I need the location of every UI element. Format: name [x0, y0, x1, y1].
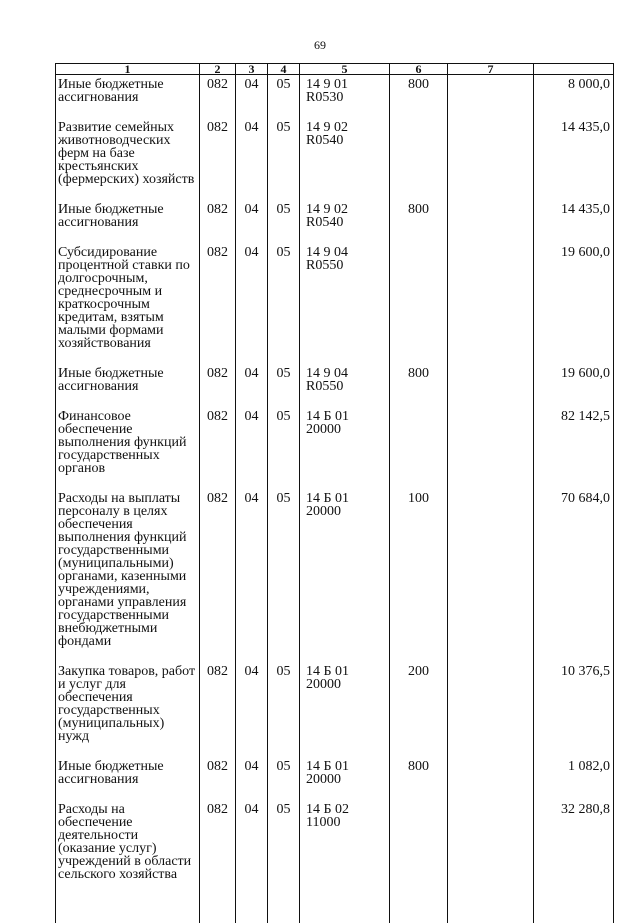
cell-section: 04: [236, 757, 268, 800]
filler-cell: [448, 895, 534, 923]
table-filler-row: [56, 895, 614, 923]
cell-expense-type: 800: [390, 200, 448, 243]
cell-expense-type: 800: [390, 757, 448, 800]
cell-target-article: 14 9 02 R0540: [300, 118, 390, 200]
header-col-6: 6: [390, 64, 448, 75]
table-row: [56, 407, 614, 489]
filler-cell: [390, 895, 448, 923]
table-row: [56, 200, 614, 243]
cell-section: 04: [236, 200, 268, 243]
cell-name: Расходы на выплаты персоналу в целях обеспечения выполнения функций государственными (муниципальными) органами, казенными учреждениями, органами управления государственными внебюджетными фондами: [56, 489, 200, 662]
cell-name: Развитие семейных животноводческих ферм на базе крестьянских (фермерских) хозяйств: [56, 118, 200, 200]
cell-col-7: [448, 364, 534, 407]
cell-subsection: 05: [268, 243, 300, 364]
filler-cell: [56, 895, 200, 923]
cell-ministry: 082: [200, 200, 236, 243]
cell-name: Субсидирование процентной ставки по долгосрочным, среднесрочным и краткосрочным кредитам, взятым малыми формами хозяйствования: [56, 243, 200, 364]
cell-section: 04: [236, 243, 268, 364]
cell-subsection: 05: [268, 662, 300, 757]
cell-subsection: 05: [268, 757, 300, 800]
cell-target-article: 14 9 04 R0550: [300, 364, 390, 407]
table-row: [56, 75, 614, 119]
cell-target-article: 14 Б 02 11000: [300, 800, 390, 895]
table-row: [56, 364, 614, 407]
cell-target-article: 14 Б 01 20000: [300, 407, 390, 489]
cell-target-article: 14 Б 01 20000: [300, 757, 390, 800]
cell-ministry: 082: [200, 800, 236, 895]
cell-subsection: 05: [268, 200, 300, 243]
cell-subsection: 05: [268, 364, 300, 407]
cell-col-7: [448, 800, 534, 895]
cell-target-article: 14 Б 01 20000: [300, 489, 390, 662]
cell-name: Расходы на обеспечение деятельности (оказание услуг) учреждений в области сельского хозяйства: [56, 800, 200, 895]
cell-section: 04: [236, 118, 268, 200]
cell-amount: 19 600,0: [534, 243, 614, 364]
cell-ministry: 082: [200, 364, 236, 407]
cell-name: Иные бюджетные ассигнования: [56, 75, 200, 119]
filler-cell: [300, 895, 390, 923]
cell-expense-type: [390, 243, 448, 364]
cell-expense-type: 800: [390, 364, 448, 407]
filler-cell: [268, 895, 300, 923]
header-row: [56, 64, 614, 75]
cell-ministry: 082: [200, 407, 236, 489]
header-col-1: 1: [56, 64, 200, 75]
cell-amount: 14 435,0: [534, 118, 614, 200]
cell-name: Закупка товаров, работ и услуг для обеспечения государственных (муниципальных) нужд: [56, 662, 200, 757]
cell-target-article: 14 9 01 R0530: [300, 75, 390, 119]
cell-subsection: 05: [268, 75, 300, 119]
cell-subsection: 05: [268, 407, 300, 489]
cell-ministry: 082: [200, 489, 236, 662]
cell-amount: 14 435,0: [534, 200, 614, 243]
cell-name: Иные бюджетные ассигнования: [56, 757, 200, 800]
cell-col-7: [448, 200, 534, 243]
page-number: 69: [314, 38, 326, 52]
table-row: [56, 800, 614, 895]
cell-expense-type: 200: [390, 662, 448, 757]
cell-ministry: 082: [200, 757, 236, 800]
cell-col-7: [448, 118, 534, 200]
cell-col-7: [448, 407, 534, 489]
cell-ministry: 082: [200, 662, 236, 757]
cell-subsection: 05: [268, 118, 300, 200]
cell-expense-type: [390, 118, 448, 200]
cell-expense-type: 800: [390, 75, 448, 119]
filler-cell: [200, 895, 236, 923]
cell-amount: 70 684,0: [534, 489, 614, 662]
cell-target-article: 14 9 04 R0550: [300, 243, 390, 364]
cell-name: Иные бюджетные ассигнования: [56, 364, 200, 407]
header-col-8: [534, 64, 614, 75]
cell-section: 04: [236, 364, 268, 407]
cell-name: Иные бюджетные ассигнования: [56, 200, 200, 243]
cell-col-7: [448, 757, 534, 800]
cell-amount: 32 280,8: [534, 800, 614, 895]
table-row: [56, 118, 614, 200]
cell-subsection: 05: [268, 489, 300, 662]
cell-amount: 10 376,5: [534, 662, 614, 757]
cell-expense-type: [390, 407, 448, 489]
cell-section: 04: [236, 489, 268, 662]
table-row: [56, 757, 614, 800]
filler-cell: [534, 895, 614, 923]
table-row: [56, 662, 614, 757]
budget-table: [55, 63, 614, 923]
cell-section: 04: [236, 800, 268, 895]
cell-name: Финансовое обеспечение выполнения функций государственных органов: [56, 407, 200, 489]
cell-ministry: 082: [200, 118, 236, 200]
cell-ministry: 082: [200, 75, 236, 119]
header-col-5: 5: [300, 64, 390, 75]
cell-expense-type: 100: [390, 489, 448, 662]
cell-amount: 82 142,5: [534, 407, 614, 489]
header-col-3: 3: [236, 64, 268, 75]
cell-col-7: [448, 662, 534, 757]
header-col-4: 4: [268, 64, 300, 75]
table-row: [56, 243, 614, 364]
cell-ministry: 082: [200, 243, 236, 364]
cell-target-article: 14 Б 01 20000: [300, 662, 390, 757]
header-col-7: 7: [448, 64, 534, 75]
cell-col-7: [448, 243, 534, 364]
cell-expense-type: [390, 800, 448, 895]
cell-section: 04: [236, 662, 268, 757]
cell-col-7: [448, 489, 534, 662]
cell-subsection: 05: [268, 800, 300, 895]
cell-col-7: [448, 75, 534, 119]
header-col-2: 2: [200, 64, 236, 75]
filler-cell: [236, 895, 268, 923]
cell-amount: 1 082,0: [534, 757, 614, 800]
cell-target-article: 14 9 02 R0540: [300, 200, 390, 243]
cell-amount: 19 600,0: [534, 364, 614, 407]
table-row: [56, 489, 614, 662]
cell-section: 04: [236, 407, 268, 489]
cell-amount: 8 000,0: [534, 75, 614, 119]
cell-section: 04: [236, 75, 268, 119]
